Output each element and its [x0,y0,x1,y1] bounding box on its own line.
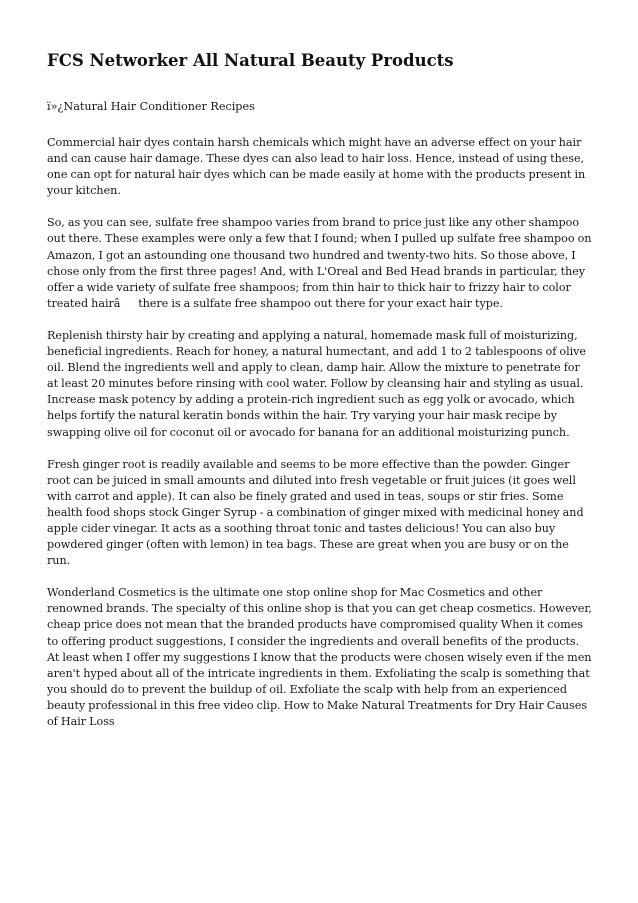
paragraph-ginger-root: Fresh ginger root is readily available and seems to be more effective than the powder. Ginger root can be juiced in small amounts and diluted into fresh vegetable or fruit juices (it goes well with carrot and apple). It can also be finely grated and used in teas, soups or stir fries. Some health food shops stock Ginger Syrup - a combination of ginger mixed with medicinal honey and apple cider vinegar. It acts as a soothing throat tonic and tastes delicious! You can also buy powdered ginger (often with lemon) in tea bags. These are great when you are busy or on the run. [47,457,584,568]
paragraph-wonderland-cosmetics: Wonderland Cosmetics is the ultimate one stop online shop for Mac Cosmetics and other renowned brands. The specialty of this online shop is that you can get cheap cosmetics. However, cheap price does not mean that the branded products have compromised quality When it comes to offering product suggestions, I consider the ingredients and overall benefits of the products. At least when I offer my suggestions I know that the products were chosen wisely even if the men aren't hyped about all of the intricate ingredients in them. Exfoliating the scalp is something that you should do to prevent the buildup of oil. Exfoliate the scalp with help from an experienced beauty professional in this free video clip. How to Make Natural Treatments for Dry Hair Causes of Hair Loss [47,586,592,728]
document-page [47,0,593,903]
paragraph-hair-dyes: Commercial hair dyes contain harsh chemicals which might have an adverse effect on your hair and can cause hair damage. These dyes can also lead to hair loss. Hence, instead of using these, one can opt for natural hair dyes which can be made easily at home with the products present in your kitchen. [47,136,586,198]
document-body [47,135,593,746]
paragraph-sulfate-free-shampoo: So, as you can see, sulfate free shampoo varies from brand to price just like any other shampoo out there. These examples were only a few that I found; when I pulled up sulfate free shampoo on Amazon, I got an astounding one thousand two hundred and twenty-two hits. So those above, I chose only from the first three pages! And, with L'Oreal and Bed Head brands in particular, they offer a wide variety of sulfate free shampoos; from thin hair to thick hair to frizzy hair to color treated hairâthere is a sulfate free shampoo out there for your exact hair type. [47,216,592,310]
document-title: FCS Networker All Natural Beauty Products [47,51,454,70]
paragraph-hair-mask: Replenish thirsty hair by creating and applying a natural, homemade mask full of moisturizing, beneficial ingredients. Reach for honey, a natural humectant, and add 1 to 2 tablespoons of olive oil. Blend the ingredients well and apply to clean, damp hair. Allow the mixture to penetrate for at least 20 minutes before rinsing with cool water. Follow by cleansing hair and styling as usual. Increase mask potency by adding a protein-rich ingredient such as egg yolk or avocado, which helps fortify the natural keratin bonds within the hair. Try varying your hair mask recipe by swapping olive oil for coconut oil or avocado for banana for an additional moisturizing punch. [47,328,586,439]
document-subtitle: ï»¿Natural Hair Conditioner Recipes [47,100,255,113]
